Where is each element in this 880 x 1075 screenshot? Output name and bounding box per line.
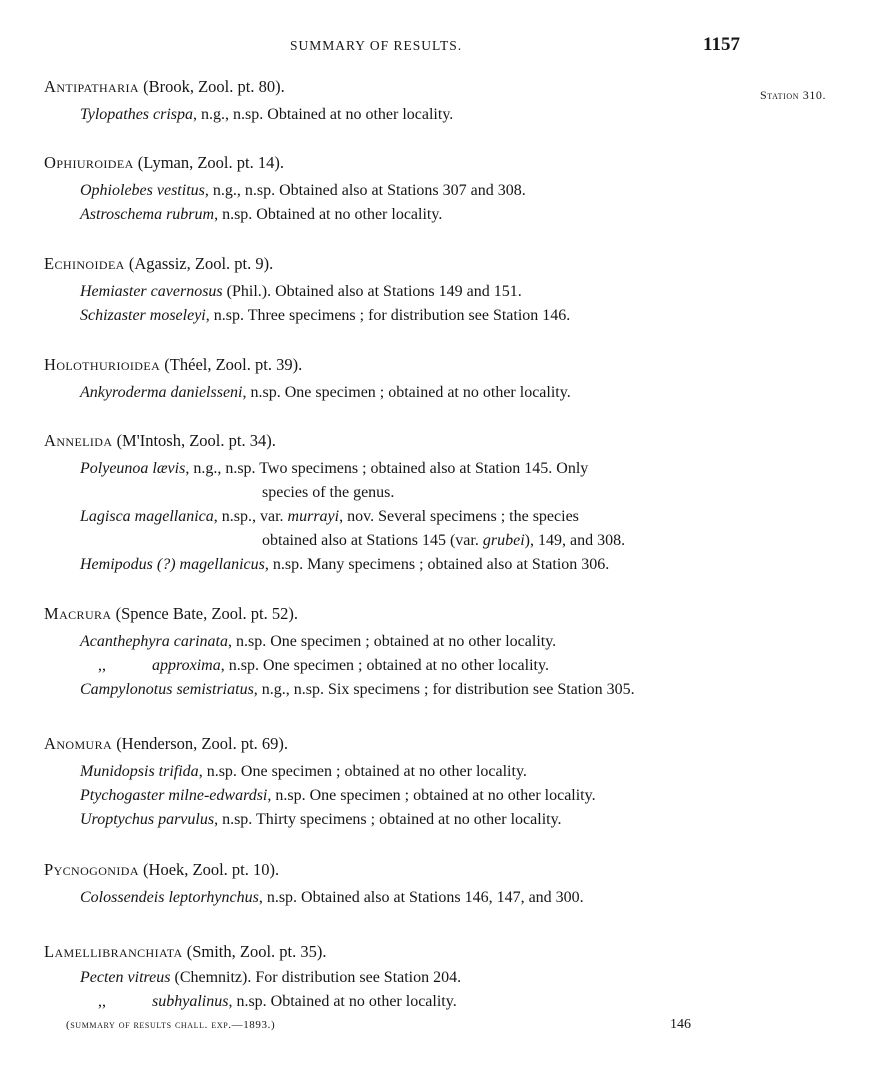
continuation-tail: ), 149, and 308. [524,532,626,549]
species-entry [80,966,764,990]
group-authority: (Spence Bate, Zool. pt. 52). [111,604,298,623]
group-name: Holothurioidea [44,355,161,374]
species-entry [80,654,764,678]
group-name: Lamellibranchiata [44,942,183,961]
entry-continuation: species of the genus. [262,484,395,501]
species-name: Acanthephyra carinata [80,633,228,650]
station-label: Station 310. [760,88,827,102]
species-note: , n.sp. One specimen ; obtained at no other locality. [227,633,557,650]
species-note: , n.g., n.sp. Obtained at no other locality. [193,106,454,123]
species-entry [80,630,764,654]
species-entry [80,553,764,577]
species-note: , n.sp. One specimen ; obtained at no other locality. [220,657,549,674]
group-heading [44,354,764,376]
group-heading [44,253,764,275]
group-heading [44,76,764,98]
species-note: , n.sp. One specimen ; obtained at no other locality. [267,787,596,804]
running-title: SUMMARY OF RESULTS. [290,38,463,53]
species-name: Hemiaster cavernosus [80,283,223,300]
species-note-tail: , nov. Several specimens ; the species [339,508,579,525]
species-note: , n.g., n.sp. Two specimens ; obtained also at Station 145. Only [185,460,589,477]
group-lamellibranchiata [44,941,764,1014]
species-entry [80,678,764,702]
species-note: , n.sp., var. [213,508,288,525]
group-name: Echinoidea [44,254,125,273]
species-entry [80,990,764,1014]
species-note: (Chemnitz). For distribution see Station 204. [170,969,462,986]
species-entry [80,179,764,203]
group-authority: (Agassiz, Zool. pt. 9). [124,254,274,273]
running-head [0,34,880,58]
species-name: Ophiolebes vestitus [80,182,205,199]
species-note: , n.sp. Obtained also at Stations 146, 147, and 300. [258,889,584,906]
species-entry [80,760,764,784]
species-name: Polyeunoa lævis [80,460,186,477]
group-authority: (M'Intosh, Zool. pt. 34). [112,431,276,450]
group-authority: (Lyman, Zool. pt. 14). [133,153,284,172]
group-ophiuroidea [44,152,764,227]
species-note: (Phil.). Obtained also at Stations 149 and 151. [222,283,522,300]
group-name: Pycnogonida [44,860,139,879]
group-name: Ophiuroidea [44,153,134,172]
species-name: Pecten vitreus [80,969,171,986]
species-entry [80,505,764,529]
group-macrura [44,603,764,702]
group-authority: (Smith, Zool. pt. 35). [182,942,327,961]
group-authority: (Henderson, Zool. pt. 69). [112,734,289,753]
species-name: Schizaster moseleyi [80,307,206,324]
group-name: Anomura [44,734,113,753]
species-entry [80,808,764,832]
page-number: 1157 [703,34,740,55]
footer-note: (summary of results chall. exp.—1893.) [66,1019,276,1031]
species-entry [80,103,764,127]
species-entry [80,203,764,227]
species-name: Campylonotus semistriatus [80,681,254,698]
species-note: , n.sp. Many specimens ; obtained also at Station 306. [264,556,610,573]
group-heading [44,603,764,625]
group-name: Annelida [44,431,113,450]
species-entry [80,457,764,481]
species-note: , n.g., n.sp. Six specimens ; for distribution see Station 305. [253,681,635,698]
group-authority: (Brook, Zool. pt. 80). [138,77,285,96]
species-entry [80,886,764,910]
signature-mark: 146 [670,1017,691,1032]
group-holothurioidea [44,354,764,405]
species-entry [80,280,764,304]
variety-name: murrayi [287,508,340,525]
group-heading [44,733,764,755]
species-name: Ptychogaster milne-edwardsi [80,787,268,804]
species-name: Munidopsis trifida [80,763,199,780]
species-name: Ankyroderma danielsseni [80,384,243,401]
species-entry [80,784,764,808]
ditto-mark: ,, [98,993,106,1010]
species-name: Tylopathes crispa [80,106,194,123]
ditto-mark: ,, [98,657,106,674]
species-name: Hemipodus (?) magellanicus [80,556,265,573]
group-heading [44,430,764,452]
species-note: , n.sp. One specimen ; obtained at no other locality. [198,763,527,780]
group-pycnogonida [44,859,764,910]
group-name: Antipatharia [44,77,139,96]
species-note: , n.sp. Obtained at no other locality. [228,993,457,1010]
species-name: Uroptychus parvulus [80,811,215,828]
group-name: Macrura [44,604,112,623]
group-annelida [44,430,764,577]
species-note: , n.g., n.sp. Obtained also at Stations 307 and 308. [204,182,526,199]
species-entry [80,304,764,328]
continuation-text: obtained also at Stations 145 (var. [262,532,483,549]
group-authority: (Hoek, Zool. pt. 10). [138,860,280,879]
species-name: Colossendeis leptorhynchus [80,889,259,906]
group-antipatharia [44,76,764,127]
group-anomura [44,733,764,832]
species-note: , n.sp. Thirty specimens ; obtained at no other locality. [214,811,562,828]
variety-name: grubei [482,532,525,549]
species-name: Lagisca magellanica [80,508,214,525]
group-heading [44,941,764,963]
group-heading [44,859,764,881]
group-heading [44,152,764,174]
species-note: , n.sp. Three specimens ; for distribution see Station 146. [205,307,571,324]
species-note: , n.sp. Obtained at no other locality. [214,206,443,223]
species-name: approxima [152,657,221,674]
species-note: , n.sp. One specimen ; obtained at no other locality. [242,384,571,401]
entry-continuation [80,529,764,553]
group-authority: (Théel, Zool. pt. 39). [160,355,303,374]
species-name: Astroschema rubrum [80,206,215,223]
species-entry [80,381,764,405]
species-name: subhyalinus [152,993,229,1010]
group-echinoidea [44,253,764,328]
